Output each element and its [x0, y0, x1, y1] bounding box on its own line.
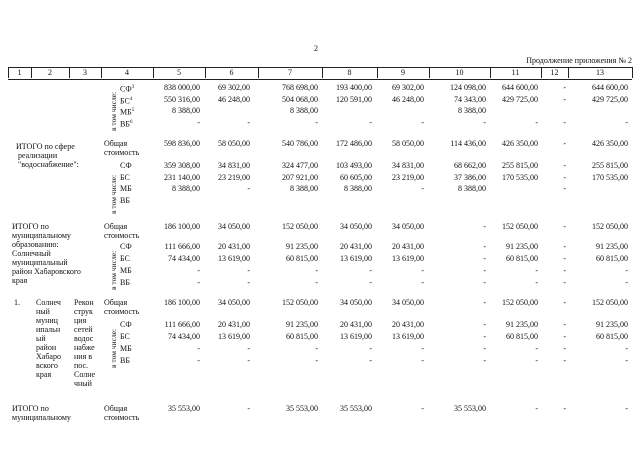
vertical-label-in-that-number: в том числе:: [109, 91, 118, 131]
value-cell: 152 050,00: [502, 298, 538, 307]
column-header-11: 11: [511, 68, 520, 77]
value-cell: -: [247, 266, 250, 275]
funding-source-label: БС: [120, 332, 130, 341]
value-cell: 429 725,00: [502, 94, 538, 104]
funding-source-label: СФ: [120, 242, 132, 251]
column-header-6: 6: [229, 68, 234, 77]
value-cell: 8 388,00: [290, 106, 318, 115]
value-cell: -: [421, 266, 424, 275]
value-cell: -: [563, 172, 566, 182]
value-cell: -: [421, 404, 424, 413]
value-cell: -: [563, 266, 566, 275]
value-cell: 186 100,00: [164, 222, 200, 231]
section-title-line: муниципальному: [12, 413, 71, 422]
value-cell: 58 050,00: [392, 139, 424, 148]
value-cell: -: [197, 117, 200, 127]
total-cost-label: Общая: [104, 298, 128, 307]
value-cell: 103 493,00: [336, 161, 372, 170]
project-line: Солне: [74, 370, 96, 379]
value-cell: 114 436,00: [450, 139, 486, 148]
value-cell: -: [421, 117, 424, 127]
value-cell: 429 725,00: [592, 94, 628, 104]
value-cell: 13 619,00: [392, 332, 424, 341]
column-header-1: 1: [17, 68, 22, 77]
value-cell: 504 068,00: [282, 94, 318, 104]
value-cell: -: [369, 344, 372, 353]
value-cell: -: [315, 117, 318, 127]
value-cell: 91 235,00: [506, 242, 538, 251]
value-cell: 91 235,00: [506, 320, 538, 329]
value-cell: 35 553,00: [286, 404, 318, 413]
value-cell: -: [247, 344, 250, 353]
section-title-line: Солнечный: [12, 249, 51, 258]
value-cell: 124 098,00: [450, 83, 486, 92]
value-cell: 20 431,00: [340, 320, 372, 329]
value-cell: 74 343,00: [454, 94, 486, 104]
value-cell: -: [197, 266, 200, 275]
funding-source-label: ВБ: [120, 356, 130, 365]
value-cell: 152 050,00: [282, 222, 318, 231]
value-cell: 69 302,00: [392, 83, 424, 92]
funding-source-label: МБ: [120, 344, 132, 353]
funding-source-label: ВБ: [120, 195, 130, 205]
value-cell: 170 535,00: [592, 172, 628, 182]
value-cell: 255 815,00: [592, 161, 628, 170]
value-cell: -: [483, 254, 486, 263]
project-line: набже: [74, 343, 95, 352]
funding-source-label: СФ: [120, 161, 132, 170]
total-cost-label: стоимость: [104, 231, 140, 240]
value-cell: 20 431,00: [218, 242, 250, 251]
municipality-line: края: [36, 370, 52, 379]
total-cost-label: стоимость: [104, 148, 140, 157]
section-title-line: ИТОГО по: [12, 404, 49, 413]
section-title-line: муниципальному: [12, 231, 71, 240]
value-cell: 34 050,00: [218, 298, 250, 307]
column-header-7: 7: [288, 68, 292, 77]
section-title-line: края: [12, 276, 28, 285]
value-cell: 13 619,00: [218, 332, 250, 341]
value-cell: 20 431,00: [392, 242, 424, 251]
value-cell: 34 050,00: [340, 298, 372, 307]
total-cost-label: стоимость: [104, 413, 140, 422]
value-cell: 838 000,00: [164, 83, 200, 92]
value-cell: 120 591,00: [336, 94, 372, 104]
value-cell: 540 786,00: [282, 139, 318, 148]
value-cell: 152 050,00: [282, 298, 318, 307]
value-cell: -: [247, 404, 250, 413]
value-cell: 60 815,00: [286, 332, 318, 341]
value-cell: 34 050,00: [340, 222, 372, 231]
value-cell: -: [315, 344, 318, 353]
value-cell: -: [197, 278, 200, 287]
project-line: Рекон: [74, 298, 94, 307]
section-title-line: реализации: [18, 151, 58, 160]
value-cell: -: [563, 320, 566, 329]
value-cell: 58 050,00: [218, 139, 250, 148]
value-cell: 74 434,00: [168, 332, 200, 341]
vertical-label-in-that-number: в том числе:: [109, 174, 118, 214]
value-cell: -: [369, 356, 372, 365]
page-number: 2: [314, 44, 318, 53]
project-line: пос.: [74, 361, 89, 370]
value-cell: -: [315, 278, 318, 287]
value-cell: 644 600,00: [502, 83, 538, 92]
value-cell: 91 235,00: [286, 242, 318, 251]
value-cell: 60 815,00: [596, 332, 628, 341]
value-cell: 60 815,00: [506, 332, 538, 341]
value-cell: -: [421, 344, 424, 353]
value-cell: 91 235,00: [596, 242, 628, 251]
value-cell: -: [369, 278, 372, 287]
value-cell: -: [483, 242, 486, 251]
value-cell: 34 050,00: [392, 222, 424, 231]
value-cell: -: [563, 139, 566, 148]
value-cell: 152 050,00: [592, 222, 628, 231]
value-cell: 60 815,00: [286, 254, 318, 263]
municipality-line: Хабаро: [36, 352, 61, 361]
value-cell: 231 140,00: [164, 172, 200, 182]
project-line: струк: [74, 307, 93, 316]
funding-source-label: $МБ^5$: [120, 107, 135, 117]
project-line: сетей: [74, 325, 93, 334]
funding-source-label: $СФ^3$: [120, 84, 135, 94]
value-cell: -: [483, 356, 486, 365]
value-cell: -: [535, 117, 538, 127]
value-cell: -: [563, 298, 566, 307]
municipality-line: район: [36, 343, 57, 352]
value-cell: 598 836,00: [164, 139, 200, 148]
column-header-13: 13: [596, 68, 604, 77]
section-title-line: "водоснабжение":: [18, 160, 79, 169]
vertical-label-in-that-number: в том числе:: [109, 328, 118, 368]
total-cost-label: Общая: [104, 222, 128, 231]
value-cell: -: [563, 344, 566, 353]
value-cell: 91 235,00: [596, 320, 628, 329]
value-cell: 23 219,00: [392, 172, 424, 182]
value-cell: 23 219,00: [218, 172, 250, 182]
value-cell: -: [247, 278, 250, 287]
value-cell: -: [483, 117, 486, 127]
value-cell: 186 100,00: [164, 298, 200, 307]
section-title-line: ИТОГО по: [12, 222, 49, 231]
value-cell: 34 831,00: [218, 161, 250, 170]
value-cell: 193 400,00: [336, 83, 372, 92]
value-cell: -: [563, 254, 566, 263]
value-cell: -: [563, 161, 566, 170]
value-cell: 644 600,00: [592, 83, 628, 92]
value-cell: 8 388,00: [172, 106, 200, 115]
value-cell: -: [625, 404, 628, 413]
value-cell: 37 386,00: [454, 172, 486, 182]
section-title-line: муниципальный: [12, 258, 68, 267]
value-cell: -: [535, 266, 538, 275]
project-line: ния в: [74, 352, 93, 361]
column-header-5: 5: [177, 68, 181, 77]
value-cell: -: [625, 266, 628, 275]
section-title-line: район Хабаровского: [12, 267, 81, 276]
municipality-line: Солнеч: [36, 298, 61, 307]
funding-source-label: БС: [120, 172, 130, 182]
value-cell: -: [483, 278, 486, 287]
footnote-marker: 5: [131, 108, 135, 113]
value-cell: 20 431,00: [340, 242, 372, 251]
column-header-9: 9: [401, 68, 405, 77]
vertical-label-in-that-number: в том числе:: [109, 250, 118, 290]
value-cell: -: [247, 184, 250, 193]
value-cell: 207 921,00: [282, 172, 318, 182]
value-cell: 359 308,00: [164, 161, 200, 170]
value-cell: 13 619,00: [340, 254, 372, 263]
value-cell: 74 434,00: [168, 254, 200, 263]
value-cell: -: [625, 356, 628, 365]
value-cell: -: [563, 404, 566, 413]
total-cost-label: стоимость: [104, 307, 140, 316]
value-cell: 20 431,00: [218, 320, 250, 329]
value-cell: 35 553,00: [168, 404, 200, 413]
value-cell: 60 605,00: [340, 172, 372, 182]
value-cell: 34 050,00: [392, 298, 424, 307]
municipality-line: ипальн: [36, 325, 61, 334]
value-cell: -: [247, 117, 250, 127]
value-cell: 170 535,00: [502, 172, 538, 182]
value-cell: -: [315, 266, 318, 275]
footnote-marker: 3: [131, 85, 135, 90]
value-cell: 8 388,00: [172, 184, 200, 193]
value-cell: -: [625, 278, 628, 287]
value-cell: 60 815,00: [506, 254, 538, 263]
footnote-marker: 4: [129, 96, 133, 102]
value-cell: 426 350,00: [592, 139, 628, 148]
value-cell: -: [197, 344, 200, 353]
value-cell: 324 477,00: [282, 161, 318, 170]
funding-source-label: БС: [120, 254, 130, 263]
value-cell: 46 248,00: [218, 94, 250, 104]
value-cell: -: [369, 117, 372, 127]
section-title-line: образованию:: [12, 240, 59, 249]
footnote-marker: 6: [129, 119, 133, 125]
value-cell: -: [535, 404, 538, 413]
value-cell: 13 619,00: [218, 254, 250, 263]
value-cell: 255 815,00: [502, 161, 538, 170]
value-cell: 8 388,00: [458, 106, 486, 115]
value-cell: -: [197, 356, 200, 365]
column-header-10: 10: [455, 68, 464, 77]
value-cell: -: [247, 356, 250, 365]
value-cell: -: [535, 356, 538, 365]
value-cell: -: [563, 117, 566, 127]
value-cell: -: [483, 332, 486, 341]
value-cell: -: [483, 222, 486, 231]
value-cell: -: [563, 184, 566, 193]
value-cell: 152 050,00: [502, 222, 538, 231]
funding-source-label: $БС^4$: [120, 96, 133, 106]
value-cell: -: [563, 278, 566, 287]
funding-source-label: МБ: [120, 266, 132, 275]
funding-source-label: $ВБ^6$: [120, 119, 133, 129]
funding-source-label: МБ: [120, 184, 132, 193]
value-cell: 35 553,00: [454, 404, 486, 413]
value-cell: -: [625, 117, 628, 127]
section-title-line: ИТОГО по сфере: [16, 142, 75, 151]
column-header-8: 8: [347, 68, 352, 77]
value-cell: -: [563, 222, 566, 231]
value-cell: 34 050,00: [218, 222, 250, 231]
value-cell: 13 619,00: [392, 254, 424, 263]
value-cell: -: [483, 320, 486, 329]
value-cell: 768 698,00: [282, 83, 318, 92]
row-number: 1.: [14, 298, 20, 307]
value-cell: -: [535, 278, 538, 287]
value-cell: 8 388,00: [344, 184, 372, 193]
value-cell: 152 050,00: [592, 298, 628, 307]
value-cell: 69 302,00: [218, 83, 250, 92]
column-header-12: 12: [550, 68, 559, 77]
municipality-line: ный: [36, 307, 50, 316]
value-cell: 13 619,00: [340, 332, 372, 341]
column-header-2: 2: [48, 68, 52, 77]
funding-source-label: СФ: [120, 320, 132, 329]
value-cell: 34 831,00: [392, 161, 424, 170]
value-cell: -: [421, 356, 424, 365]
value-cell: -: [563, 83, 566, 92]
value-cell: -: [421, 278, 424, 287]
value-cell: 91 235,00: [286, 320, 318, 329]
funding-source-label: ВБ: [120, 278, 130, 287]
value-cell: 60 815,00: [596, 254, 628, 263]
value-cell: -: [535, 344, 538, 353]
value-cell: -: [369, 266, 372, 275]
value-cell: -: [563, 356, 566, 365]
value-cell: 550 316,00: [164, 94, 200, 104]
value-cell: -: [483, 266, 486, 275]
value-cell: -: [483, 344, 486, 353]
value-cell: 35 553,00: [340, 404, 372, 413]
total-cost-label: Общая: [104, 404, 128, 413]
value-cell: 20 431,00: [392, 320, 424, 329]
value-cell: -: [563, 332, 566, 341]
total-cost-label: Общая: [104, 139, 128, 148]
value-cell: -: [315, 356, 318, 365]
value-cell: -: [563, 94, 566, 104]
value-cell: -: [483, 298, 486, 307]
value-cell: 46 248,00: [392, 94, 424, 104]
header-divider: [632, 67, 633, 78]
value-cell: -: [563, 242, 566, 251]
value-cell: -: [421, 184, 424, 193]
municipality-line: муниц: [36, 316, 58, 325]
value-cell: 111 666,00: [164, 242, 200, 251]
value-cell: -: [625, 344, 628, 353]
value-cell: 8 388,00: [290, 184, 318, 193]
municipality-line: ый: [36, 334, 46, 343]
value-cell: 426 350,00: [502, 139, 538, 148]
continuation-label: Продолжение приложения № 2: [526, 56, 632, 65]
value-cell: 8 388,00: [458, 184, 486, 193]
municipality-line: вского: [36, 361, 58, 370]
column-header-4: 4: [125, 68, 129, 77]
project-line: чный: [74, 379, 92, 388]
column-header-3: 3: [83, 68, 87, 77]
project-line: ция: [74, 316, 87, 325]
value-cell: 68 662,00: [454, 161, 486, 170]
value-cell: 172 486,00: [336, 139, 372, 148]
value-cell: 111 666,00: [164, 320, 200, 329]
project-line: водос: [74, 334, 94, 343]
